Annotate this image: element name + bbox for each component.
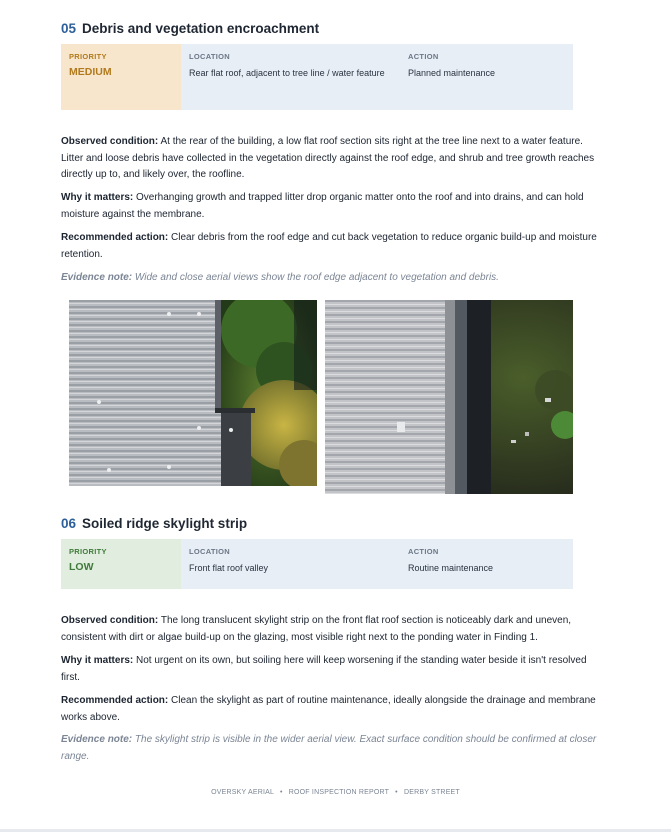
recommended-label: Recommended action: <box>61 695 169 706</box>
action-cell <box>400 44 573 110</box>
finding-meta-box <box>61 539 573 589</box>
location-cell <box>181 539 400 589</box>
finding-heading <box>61 20 573 38</box>
action-label: ACTION <box>408 52 439 61</box>
observed-label: Observed condition: <box>61 136 159 147</box>
footer-site: DERBY STREET <box>403 789 460 796</box>
finding-heading <box>61 515 573 533</box>
finding-title: Debris and vegetation encroachment <box>82 21 320 36</box>
footer-separator: • <box>395 789 398 796</box>
why-text: Not urgent on its own, but soiling here will keep worsening if the standing water beside it isn't resolved first. <box>61 655 587 683</box>
evidence-label: Evidence note: <box>61 734 133 745</box>
recommended-action <box>61 693 606 726</box>
priority-label: PRIORITY <box>69 547 107 556</box>
action-value: Planned maintenance <box>408 68 496 78</box>
observed-label: Observed condition: <box>61 615 159 626</box>
observed-text: At the rear of the building, a low flat roof section sits right at the tree line next to a water feature. Litter and loose debris have collected in the vegetation directly against the roof edge, and shrub and tree growth reaches directly up to, and likely over, the roofline. <box>61 136 595 180</box>
priority-label: PRIORITY <box>69 52 107 61</box>
evidence-note <box>61 732 606 765</box>
location-label: LOCATION <box>189 52 231 61</box>
footer-report: ROOF INSPECTION REPORT <box>288 789 389 796</box>
observed-condition <box>61 134 606 184</box>
footer-brand: OVERSKY AERIAL <box>211 789 274 796</box>
aerial-photo-close <box>325 300 573 494</box>
observed-condition <box>61 613 606 646</box>
evidence-text: Wide and close aerial views show the roof edge adjacent to vegetation and debris. <box>134 272 499 283</box>
recommended-text: Clear debris from the roof edge and cut back vegetation to reduce organic build-up and moisture retention. <box>61 232 597 260</box>
priority-cell <box>61 539 181 589</box>
finding-05 <box>61 20 597 283</box>
evidence-note <box>61 270 606 287</box>
finding-title: Soiled ridge skylight strip <box>82 516 248 531</box>
finding-meta-box <box>61 44 573 110</box>
why-it-matters <box>61 653 606 686</box>
priority-value: MEDIUM <box>69 66 112 78</box>
priority-value: LOW <box>69 561 94 573</box>
evidence-text: The skylight strip is visible in the wider aerial view. Exact surface condition should be confirmed at closer range. <box>61 734 597 762</box>
footer-separator: • <box>279 789 283 796</box>
why-it-matters <box>61 190 606 223</box>
why-text: Overhanging growth and trapped litter drop organic matter onto the roof and into drains, and can hold moisture against the membrane. <box>61 192 584 220</box>
priority-cell <box>61 44 181 110</box>
recommended-text: Clean the skylight as part of routine maintenance, ideally alongside the drainage and membrane works above. <box>61 695 596 723</box>
page-footer <box>0 789 671 796</box>
why-label: Why it matters: <box>61 655 134 666</box>
location-value: Front flat roof valley <box>189 563 269 573</box>
aerial-photo-wide <box>69 300 317 486</box>
aerial-photo-close-roof-edge-icon <box>325 300 573 494</box>
recommended-action <box>61 230 606 263</box>
location-label: LOCATION <box>189 547 231 556</box>
aerial-photo-wide-roof-edge-icon <box>69 300 317 486</box>
location-value: Rear flat roof, adjacent to tree line / water feature <box>189 68 385 78</box>
why-label: Why it matters: <box>61 192 134 203</box>
observed-text: The long translucent skylight strip on the front flat roof section is noticeably dark and uneven, consistent with dirt or algae build-up on the glazing, most visible right next to the ponding water in Finding 1. <box>61 615 572 643</box>
finding-06 <box>61 515 597 762</box>
action-cell <box>400 539 573 589</box>
finding-number: 06 <box>61 516 77 531</box>
recommended-label: Recommended action: <box>61 232 169 243</box>
evidence-label: Evidence note: <box>61 272 133 283</box>
finding-number: 05 <box>61 21 77 36</box>
action-label: ACTION <box>408 547 439 556</box>
location-cell <box>181 44 400 110</box>
action-value: Routine maintenance <box>408 563 494 573</box>
